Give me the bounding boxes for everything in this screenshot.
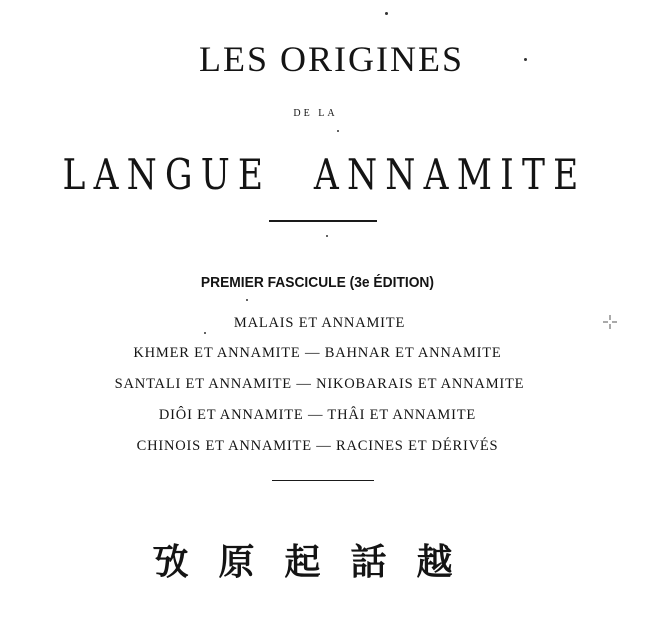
scan-speck — [204, 332, 206, 334]
fascicule-subtitle: PREMIER FASCICULE (3e ÉDITION) — [200, 274, 434, 291]
chinese-title: 攷原起話越 — [152, 541, 483, 583]
title-line-1: LES ORIGINES — [199, 39, 464, 79]
scan-speck — [246, 299, 248, 301]
scan-speck — [326, 235, 328, 237]
title-line-3 — [58, 150, 592, 199]
title-word-annamite: ANNAMITE — [313, 150, 587, 199]
contents-line-5: CHINOIS ET ANNAMITE — RACINES ET DÉRIVÉS — [136, 438, 499, 454]
title-word-langue: LANGUE — [62, 150, 272, 199]
scan-speck — [385, 12, 388, 15]
contents-line-3: SANTALI ET ANNAMITE — NIKOBARAIS ET ANNAMITE — [114, 376, 525, 392]
scan-speck — [337, 130, 339, 132]
contents-line-1: MALAIS ET ANNAMITE — [233, 315, 406, 331]
contents-rule — [272, 480, 374, 481]
title-line-2: DE LA — [293, 108, 338, 119]
crosshair-icon — [603, 315, 617, 329]
title-rule — [269, 220, 377, 222]
contents-line-2: KHMER ET ANNAMITE — BAHNAR ET ANNAMITE — [133, 345, 502, 361]
contents-line-4: DIÔI ET ANNAMITE — THÂI ET ANNAMITE — [158, 407, 477, 423]
scan-speck — [524, 58, 527, 61]
